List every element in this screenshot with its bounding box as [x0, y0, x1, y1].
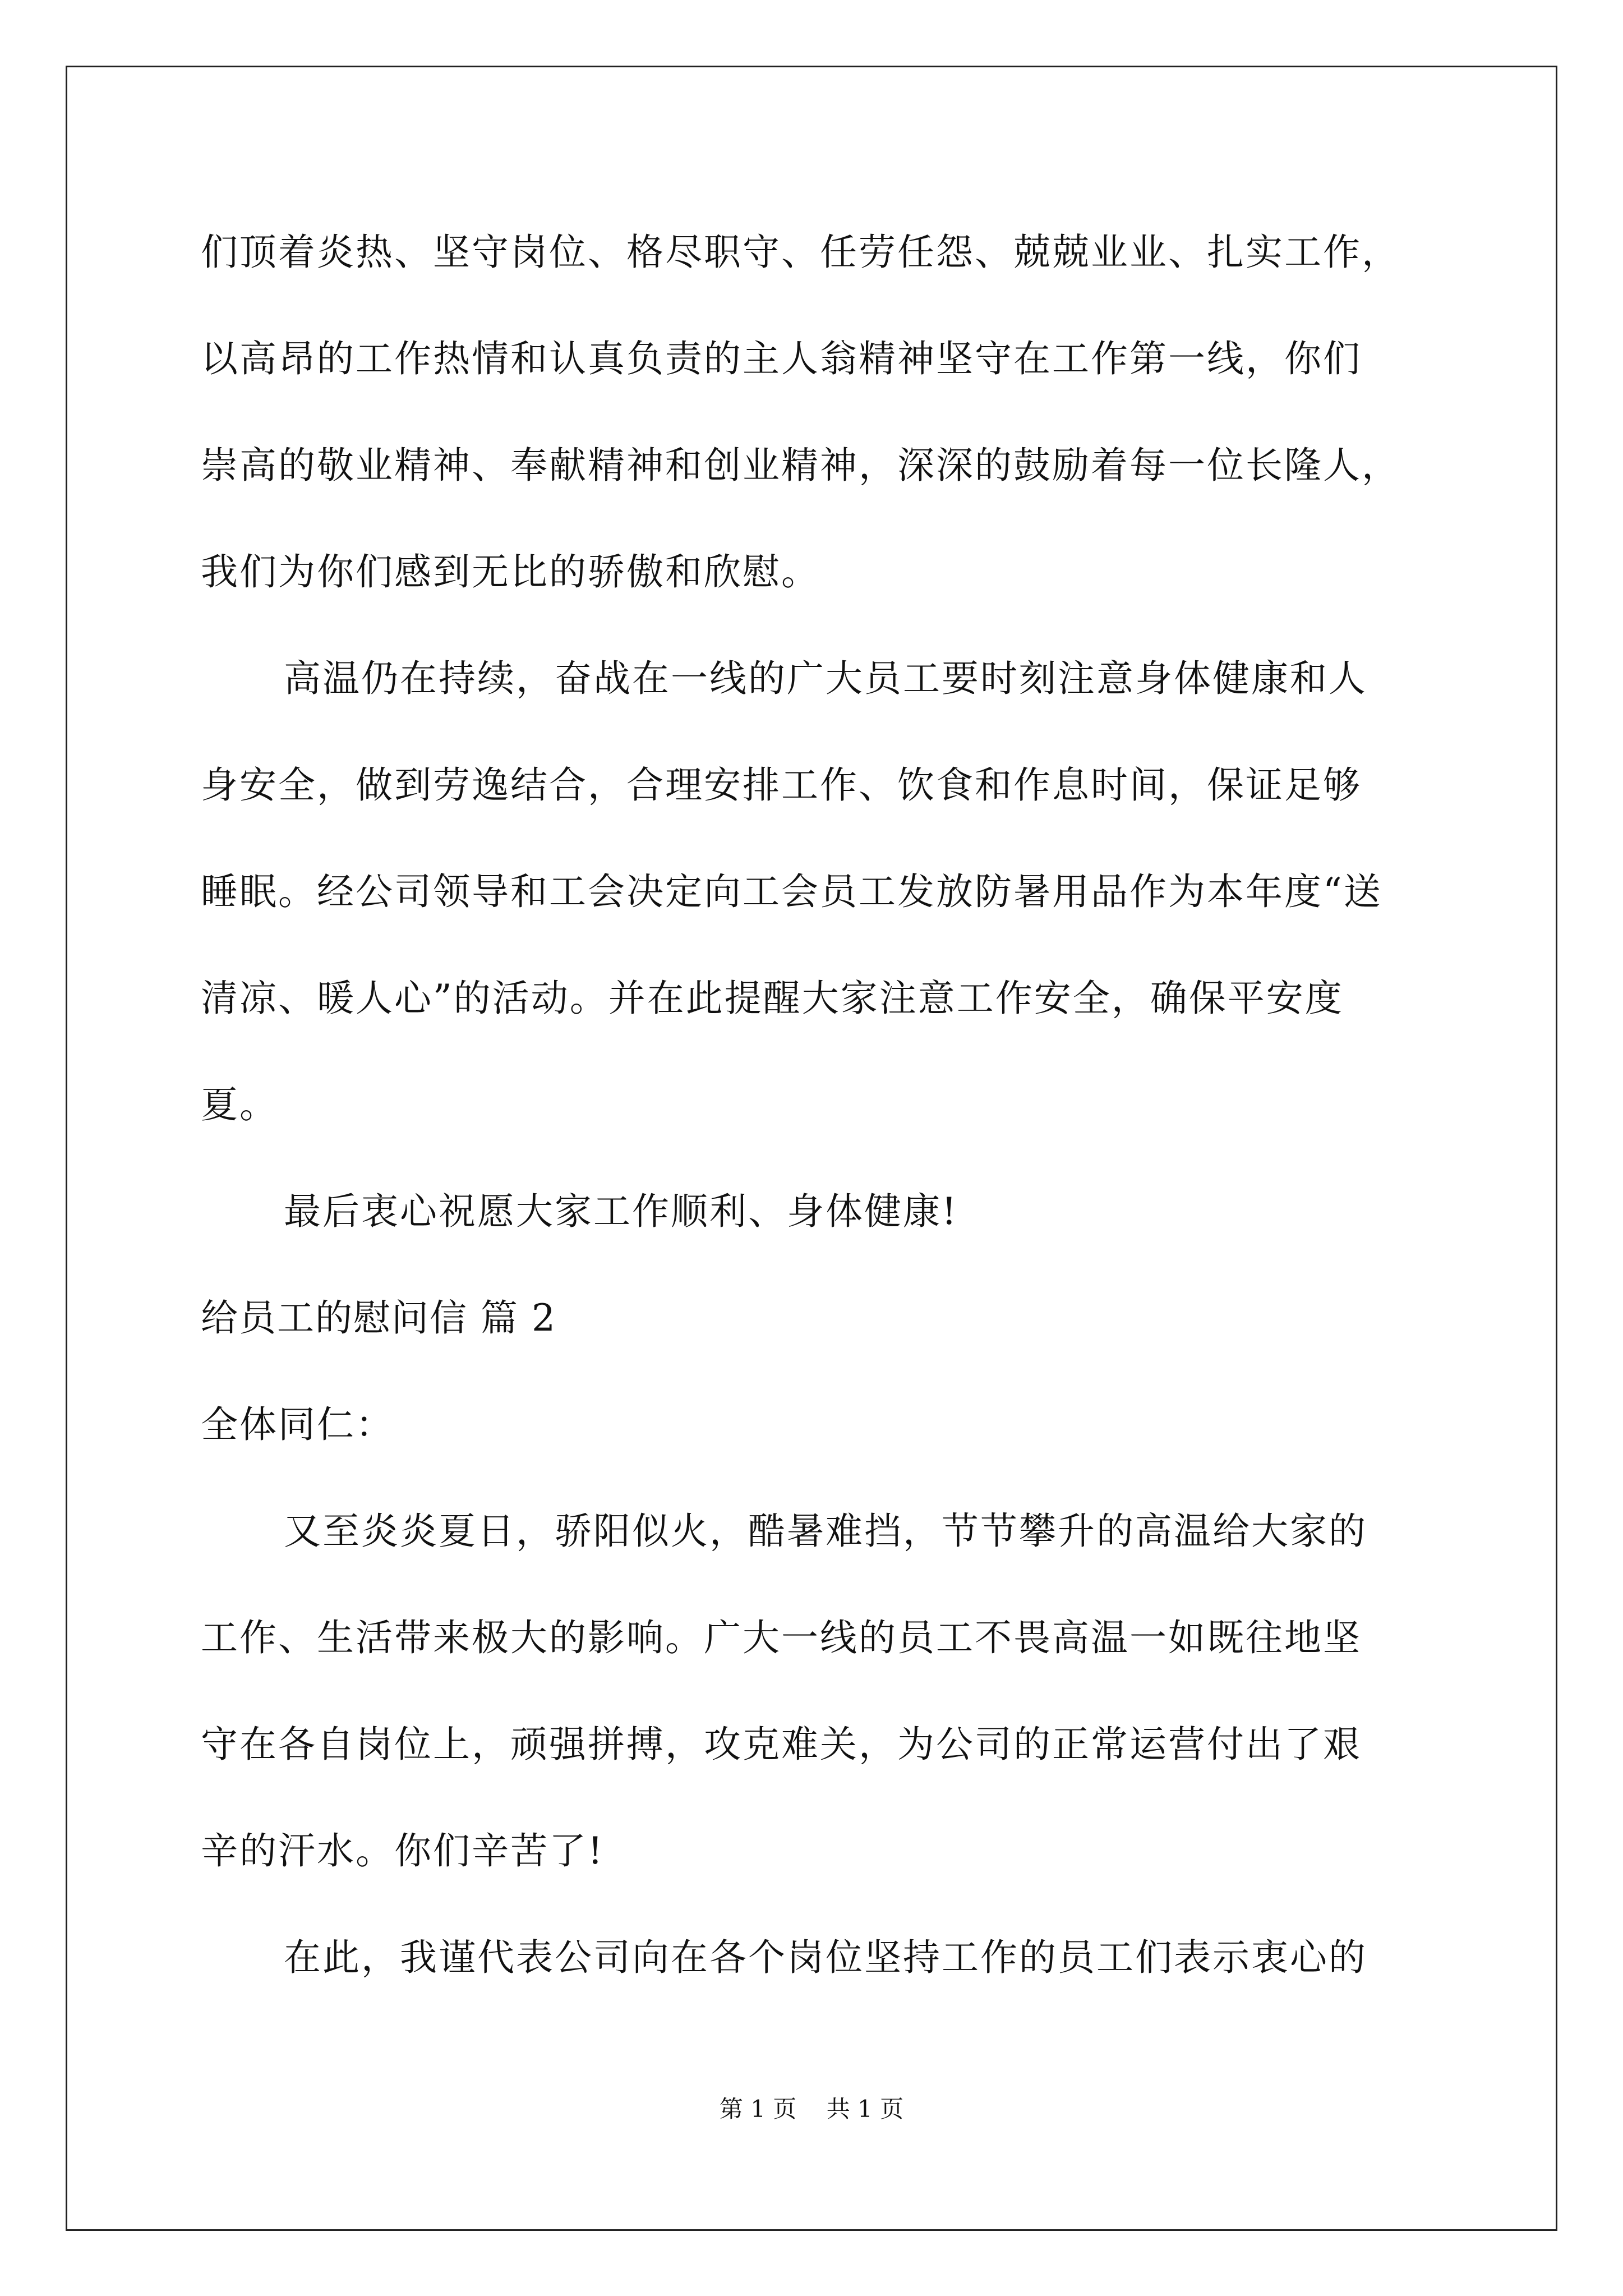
paragraph-5 — [201, 1904, 1435, 2011]
salutation-block — [201, 1372, 1435, 1478]
text-line: 崇高的敬业精神、奉献精神和创业精神，深深的鼓励着每一位长隆人， — [201, 444, 1400, 487]
paragraph-3 — [201, 1158, 1435, 1372]
page-footer — [0, 2092, 1623, 2126]
page-number: 第 1 页 共 1 页 — [719, 2095, 904, 2123]
section-heading: 给员工的慰问信 篇 2 — [201, 1296, 556, 1340]
text-line: 夏。 — [201, 1083, 278, 1126]
text-line: 守在各自岗位上，顽强拼搏，攻克难关，为公司的正常运营付出了艰 — [201, 1723, 1362, 1766]
text-line: 辛的汗水。你们辛苦了! — [201, 1829, 605, 1872]
text-line: 身安全，做到劳逸结合，合理安排工作、饮食和作息时间，保证足够 — [201, 763, 1362, 807]
text-line: 最后衷心祝愿大家工作顺利、身体健康! — [284, 1190, 958, 1233]
text-line: 以高昂的工作热情和认真负责的主人翁精神坚守在工作第一线，你们 — [201, 337, 1362, 380]
text-line: 工作、生活带来极大的影响。广大一线的员工不畏高温一如既往地坚 — [201, 1616, 1362, 1659]
text-line: 我们为你们感到无比的骄傲和欣慰。 — [201, 550, 820, 593]
paragraph-4 — [201, 1478, 1435, 1904]
text-line: 又至炎炎夏日，骄阳似火，酷暑难挡，节节攀升的高温给大家的 — [284, 1510, 1367, 1553]
text-line: 高温仍在持续，奋战在一线的广大员工要时刻注意身体健康和人 — [284, 657, 1367, 700]
text-line: 们顶着炎热、坚守岗位、格尽职守、任劳任怨、兢兢业业、扎实工作， — [201, 231, 1400, 274]
text-line: 在此，我谨代表公司向在各个岗位坚持工作的员工们表示衷心的 — [284, 1936, 1367, 1979]
paragraph-1 — [201, 199, 1435, 625]
text-line: 睡眠。经公司领导和工会决定向工会员工发放防暑用品作为本年度“送 — [201, 870, 1382, 913]
text-line: 清凉、暖人心”的活动。并在此提醒大家注意工作安全，确保平安度 — [201, 977, 1344, 1020]
salutation: 全体同仁： — [201, 1403, 394, 1446]
paragraph-2 — [201, 625, 1435, 1158]
